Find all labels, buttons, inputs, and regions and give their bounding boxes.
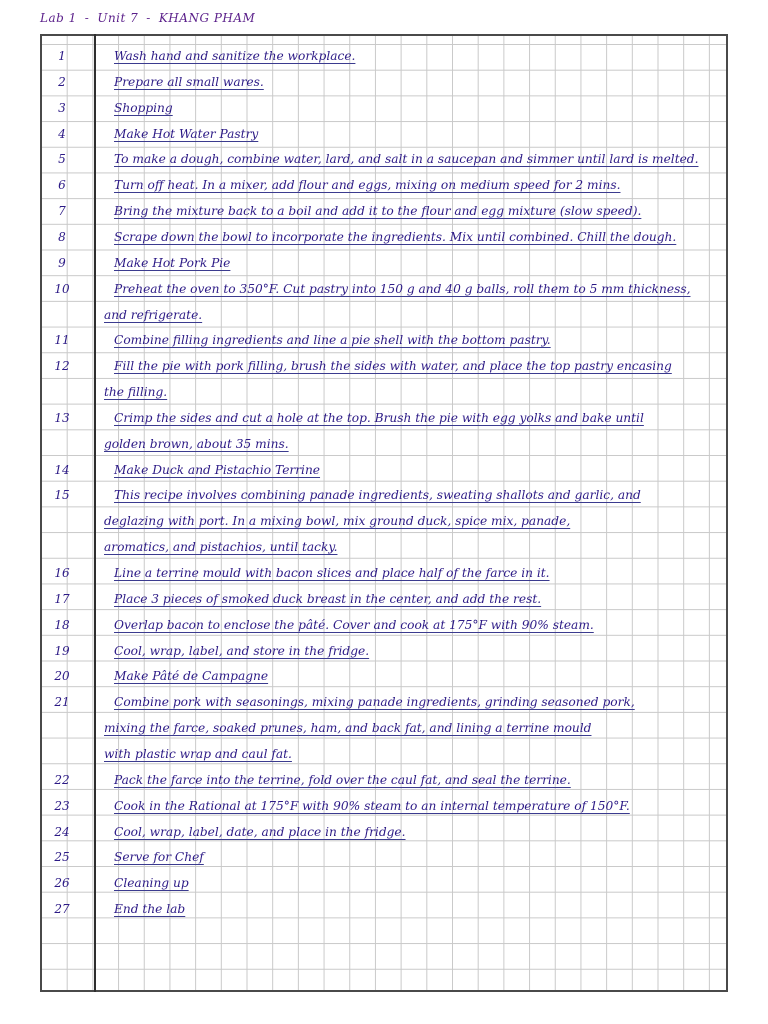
step-text: Combine pork with seasonings, mixing panade ingredients, grinding seasoned pork, — [114, 695, 635, 710]
step-text: Cook in the Rational at 175°F with 90% steam to an internal temperature of 150°F. — [114, 798, 630, 813]
step-number: 21 — [54, 695, 70, 710]
step-number: 26 — [54, 876, 70, 891]
step-text: Fill the pie with pork filling, brush the sides with water, and place the top pastry encasing — [114, 359, 672, 374]
step-text: golden brown, about 35 mins. — [104, 436, 289, 451]
step-text: Pack the farce into the terrine, fold over the caul fat, and seal the terrine. — [114, 772, 571, 787]
step-number: 27 — [54, 902, 70, 917]
step-text: Make Pâté de Campagne — [114, 669, 269, 684]
step-number: 4 — [58, 126, 66, 141]
step-text: with plastic wrap and caul fat. — [104, 746, 292, 761]
step-text: To make a dough, combine water, lard, and salt in a saucepan and simmer until lard is melted. — [114, 152, 699, 167]
step-number: 14 — [54, 462, 70, 477]
step-text: deglazing with port. In a mixing bowl, mix ground duck, spice mix, panade, — [104, 514, 571, 529]
step-number: 1 — [58, 49, 66, 63]
step-text: the filling. — [104, 385, 168, 400]
step-number: 25 — [54, 850, 70, 865]
step-text: Make Hot Pork Pie — [114, 255, 231, 270]
step-text: Crimp the sides and cut a hole at the top. Brush the pie with egg yolks and bake until — [114, 410, 644, 425]
step-text: mixing the farce, soaked prunes, ham, and back fat, and lining a terrine mould — [104, 721, 592, 736]
step-number: 15 — [54, 488, 70, 503]
step-text: Scrape down the bowl to incorporate the ingredients. Mix until combined. Chill the dough. — [114, 229, 677, 244]
step-text: Cleaning up — [114, 876, 189, 891]
step-number: 17 — [54, 591, 70, 606]
step-number: 23 — [54, 798, 70, 813]
step-number: 7 — [58, 204, 66, 219]
step-number: 10 — [54, 281, 70, 296]
step-text: Make Hot Water Pastry — [114, 126, 259, 141]
separator: - — [146, 11, 151, 25]
step-number: 12 — [54, 359, 70, 374]
step-text: Bring the mixture back to a boil and add it to the flour and egg mixture (slow speed). — [114, 204, 642, 219]
step-number: 18 — [54, 617, 70, 632]
step-number: 24 — [54, 824, 70, 839]
step-text: Cool, wrap, label, date, and place in the fridge. — [114, 824, 406, 839]
separator: - — [84, 11, 90, 25]
step-number: 20 — [54, 669, 70, 684]
step-text: This recipe involves combining panade ingredients, sweating shallots and garlic, and — [114, 488, 641, 503]
step-number: 3 — [58, 100, 66, 115]
unit-title: Unit 7 — [97, 11, 139, 25]
step-text: Shopping — [114, 100, 173, 115]
step-text: Place 3 pieces of smoked duck breast in the center, and add the rest. — [114, 591, 542, 606]
step-text: Overlap bacon to enclose the pâté. Cover and cook at 175°F with 90% steam. — [114, 617, 594, 632]
step-text: End the lab — [114, 902, 186, 917]
margin-line — [94, 34, 96, 992]
step-text: and refrigerate. — [104, 307, 203, 322]
step-text: Combine filling ingredients and line a pie shell with the bottom pastry. — [114, 333, 551, 348]
step-number: 5 — [58, 152, 66, 167]
step-text: Serve for Chef — [114, 850, 204, 865]
step-number: 19 — [54, 643, 70, 658]
lab-title: Lab 1 — [40, 11, 77, 25]
step-text: Cool, wrap, label, and store in the fridge. — [114, 643, 370, 658]
step-number: 13 — [54, 410, 70, 425]
step-number: 9 — [58, 255, 66, 270]
step-number: 22 — [54, 772, 70, 787]
step-text: Preheat the oven to 350°F. Cut pastry into 150 g and 40 g balls, roll them to 5 mm thickness, — [114, 281, 691, 296]
step-number: 16 — [54, 566, 70, 580]
step-text: Turn off heat. In a mixer, add flour and eggs, mixing on medium speed for 2 mins. — [114, 178, 621, 193]
step-number: 11 — [54, 333, 70, 348]
step-text: Make Duck and Pistachio Terrine — [114, 462, 321, 477]
step-number: 8 — [58, 229, 66, 244]
step-text: Line a terrine mould with bacon slices and place half of the farce in it. — [114, 566, 550, 580]
step-text: Prepare all small wares. — [114, 74, 264, 89]
step-number: 2 — [58, 74, 66, 89]
step-text: Wash hand and sanitize the workplace. — [114, 49, 356, 63]
step-number: 6 — [58, 178, 66, 193]
author-name: KHANG PHAM — [158, 11, 256, 25]
step-text: aromatics, and pistachios, until tacky. — [104, 540, 338, 555]
page-header — [40, 4, 255, 32]
